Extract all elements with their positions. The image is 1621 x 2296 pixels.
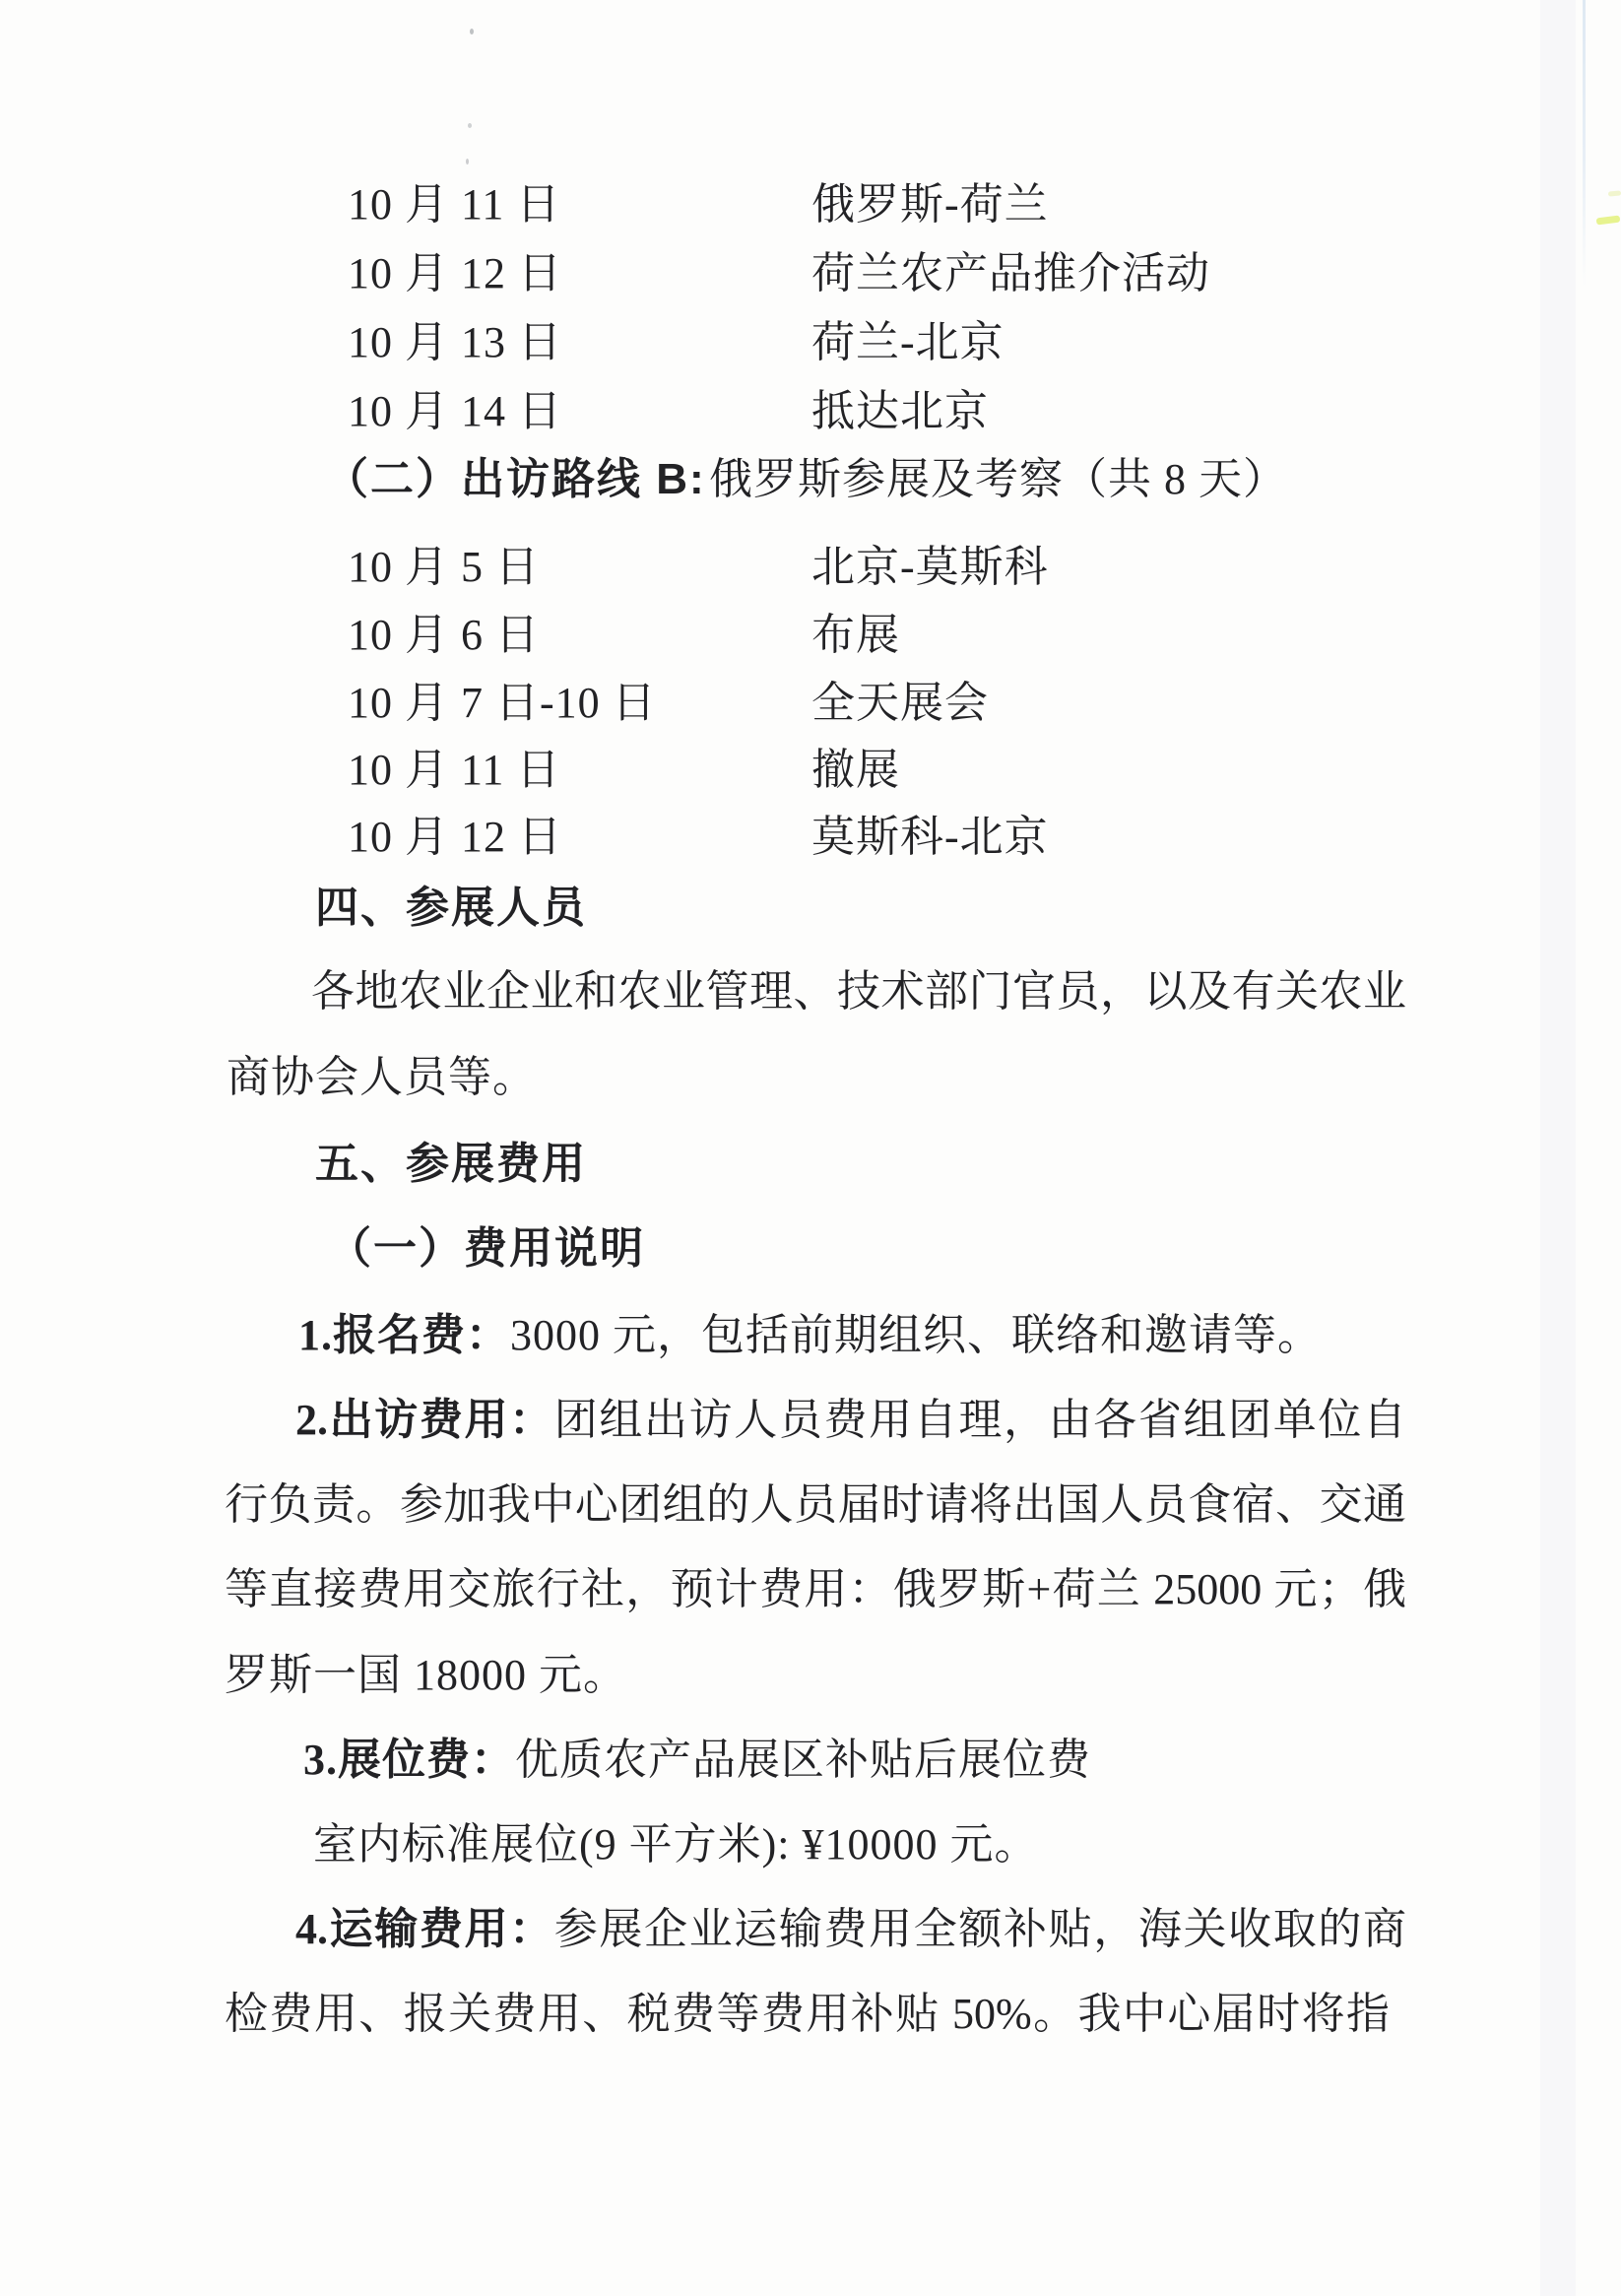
fee-3-label: 3.展位费： bbox=[303, 1736, 515, 1784]
fee-2-line-1 bbox=[295, 1396, 1406, 1445]
itinerary-activity: 莫斯科-北京 bbox=[811, 813, 1049, 861]
section-4-paragraph-line-1: 各地农业企业和农业管理、技术部门官员，以及有关农业 bbox=[311, 967, 1406, 1016]
itinerary-date: 10 月 7 日-10 日 bbox=[348, 679, 657, 727]
itinerary-date: 10 月 6 日 bbox=[348, 611, 540, 659]
itinerary-activity: 抵达北京 bbox=[811, 387, 989, 435]
itinerary-date: 10 月 14 日 bbox=[348, 387, 562, 435]
itinerary-row bbox=[348, 679, 1431, 728]
fee-2-text-1: 团组出访人员费用自理，由各省组团单位自 bbox=[553, 1396, 1406, 1444]
route-b-heading bbox=[325, 455, 1507, 504]
section-5-heading: 五、参展费用 bbox=[315, 1140, 587, 1188]
subsection-1-heading: （一）费用说明 bbox=[328, 1224, 645, 1273]
itinerary-row bbox=[348, 387, 1431, 436]
fee-4-text-1: 参展企业运输费用全额补贴，海关收取的商 bbox=[553, 1905, 1406, 1953]
itinerary-date: 10 月 5 日 bbox=[348, 543, 540, 591]
fee-3-detail-line: 室内标准展位(9 平方米): ¥10000 元。 bbox=[313, 1820, 1039, 1869]
fee-2-line-2: 行负责。参加我中心团组的人员届时请将出国人员食宿、交通 bbox=[225, 1480, 1406, 1529]
itinerary-row bbox=[348, 813, 1431, 862]
fee-2-line-4: 罗斯一国 18000 元。 bbox=[225, 1651, 627, 1699]
fee-1-label: 1.报名费： bbox=[298, 1311, 510, 1359]
fee-3-text: 优质农产品展区补贴后展位费 bbox=[515, 1736, 1091, 1784]
itinerary-row bbox=[348, 180, 1431, 230]
fee-2-label: 2.出访费用： bbox=[295, 1396, 554, 1444]
scan-stripe-artifact bbox=[1540, 0, 1576, 2296]
itinerary-activity: 全天展会 bbox=[811, 679, 989, 727]
itinerary-activity: 撤展 bbox=[811, 746, 900, 794]
section-4-heading: 四、参展人员 bbox=[315, 884, 587, 932]
fee-1-line bbox=[298, 1311, 1322, 1360]
itinerary-date: 10 月 12 日 bbox=[348, 249, 562, 297]
itinerary-row bbox=[348, 318, 1431, 367]
scan-highlight-artifact bbox=[1608, 190, 1621, 196]
scan-speck bbox=[468, 123, 472, 128]
itinerary-row bbox=[348, 543, 1431, 592]
route-b-label: （二）出访路线 B: bbox=[325, 455, 706, 503]
itinerary-activity: 俄罗斯-荷兰 bbox=[811, 180, 1049, 229]
route-b-title: 俄罗斯参展及考察（共 8 天） bbox=[709, 455, 1287, 503]
itinerary-row bbox=[348, 611, 1431, 660]
fee-2-line-3: 等直接费用交旅行社，预计费用：俄罗斯+荷兰 25000 元；俄 bbox=[225, 1565, 1406, 1613]
section-4-paragraph-line-2: 商协会人员等。 bbox=[227, 1053, 537, 1101]
itinerary-date: 10 月 13 日 bbox=[348, 318, 562, 366]
itinerary-row bbox=[348, 746, 1431, 795]
fee-4-line-2: 检费用、报关费用、税费等费用补贴 50%。我中心届时将指 bbox=[225, 1990, 1390, 2038]
itinerary-activity: 布展 bbox=[811, 611, 900, 659]
itinerary-date: 10 月 12 日 bbox=[348, 813, 562, 861]
scan-speck bbox=[470, 29, 474, 34]
itinerary-activity: 荷兰-北京 bbox=[811, 318, 1005, 366]
scan-highlight-artifact bbox=[1596, 216, 1621, 226]
fee-4-line-1 bbox=[295, 1905, 1406, 1954]
scan-blue-edge-artifact bbox=[1583, 0, 1586, 288]
fee-3-line bbox=[303, 1736, 1091, 1785]
fee-4-label: 4.运输费用： bbox=[295, 1905, 554, 1953]
scan-speck bbox=[466, 159, 469, 164]
itinerary-date: 10 月 11 日 bbox=[348, 180, 561, 229]
itinerary-activity: 北京-莫斯科 bbox=[811, 543, 1049, 591]
itinerary-activity: 荷兰农产品推介活动 bbox=[811, 249, 1210, 297]
itinerary-row bbox=[348, 249, 1431, 298]
fee-1-text: 3000 元，包括前期组织、联络和邀请等。 bbox=[510, 1311, 1322, 1359]
itinerary-date: 10 月 11 日 bbox=[348, 746, 561, 794]
